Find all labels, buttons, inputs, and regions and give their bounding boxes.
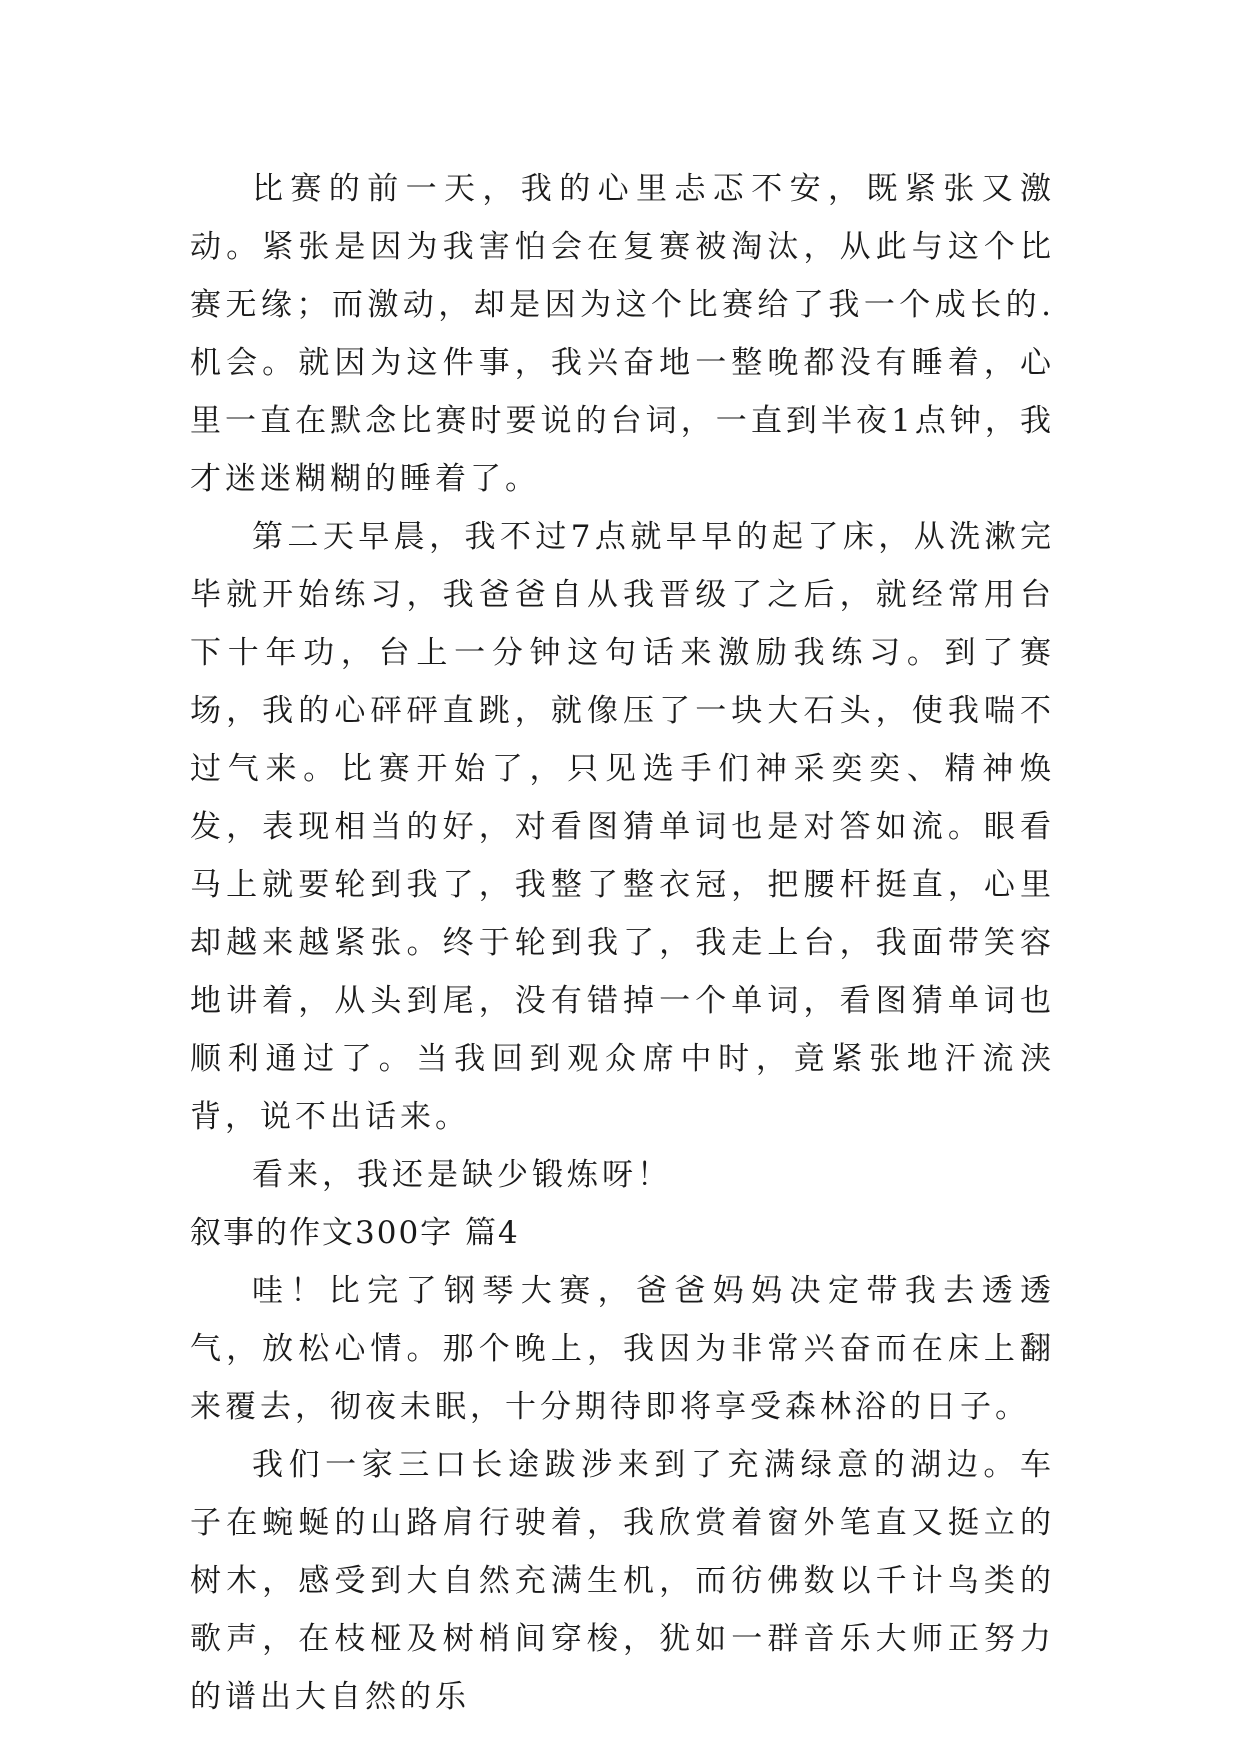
paragraph-lakeside-trip: 我们一家三口长途跋涉来到了充满绿意的湖边。车子在蜿蜒的山路肩行驶着，我欣赏着窗外笔直又挺立的树木，感受到大自然充满生机，而彷佛数以千计鸟类的歌声，在枝桠及树梢间穿梭，犹如一群音乐大师正努力的谱出大自然的乐 bbox=[190, 1447, 1055, 1715]
paragraph-competition-day: 第二天早晨，我不过7点就早早的起了床，从洗漱完毕就开始练习，我爸爸自从我晋级了之后，就经常用台下十年功，台上一分钟这句话来激励我练习。到了赛场，我的心砰砰直跳，就像压了一块大石头，使我喘不过气来。比赛开始了，只见选手们神采奕奕、精神焕发，表现相当的好，对看图猜单词也是对答如流。眼看马上就要轮到我了，我整了整衣冠，把腰杆挺直，心里却越来越紧张。终于轮到我了，我走上台，我面带笑容地讲着，从头到尾，没有错掉一个单词，看图猜单词也顺利通过了。当我回到观众席中时，竟紧张地汗流浃背，说不出话来。 bbox=[190, 519, 1055, 1135]
section-heading: 叙事的作文300字 篇4 bbox=[190, 1215, 520, 1251]
paragraph-competition-eve: 比赛的前一天，我的心里忐忑不安，既紧张又激动。紧张是因为我害怕会在复赛被淘汰，从此与这个比赛无缘；而激动，却是因为这个比赛给了我一个成长的.机会。就因为这件事，我兴奋地一整晚都没有睡着，心里一直在默念比赛时要说的台词，一直到半夜1点钟，我才迷迷糊糊的睡着了。 bbox=[190, 171, 1055, 497]
document-body bbox=[190, 160, 1055, 1726]
paragraph-conclusion: 看来，我还是缺少锻炼呀！ bbox=[252, 1157, 672, 1193]
paragraph-after-piano: 哇！比完了钢琴大赛，爸爸妈妈决定带我去透透气，放松心情。那个晚上，我因为非常兴奋而在床上翻来覆去，彻夜未眠，十分期待即将享受森林浴的日子。 bbox=[190, 1273, 1055, 1425]
